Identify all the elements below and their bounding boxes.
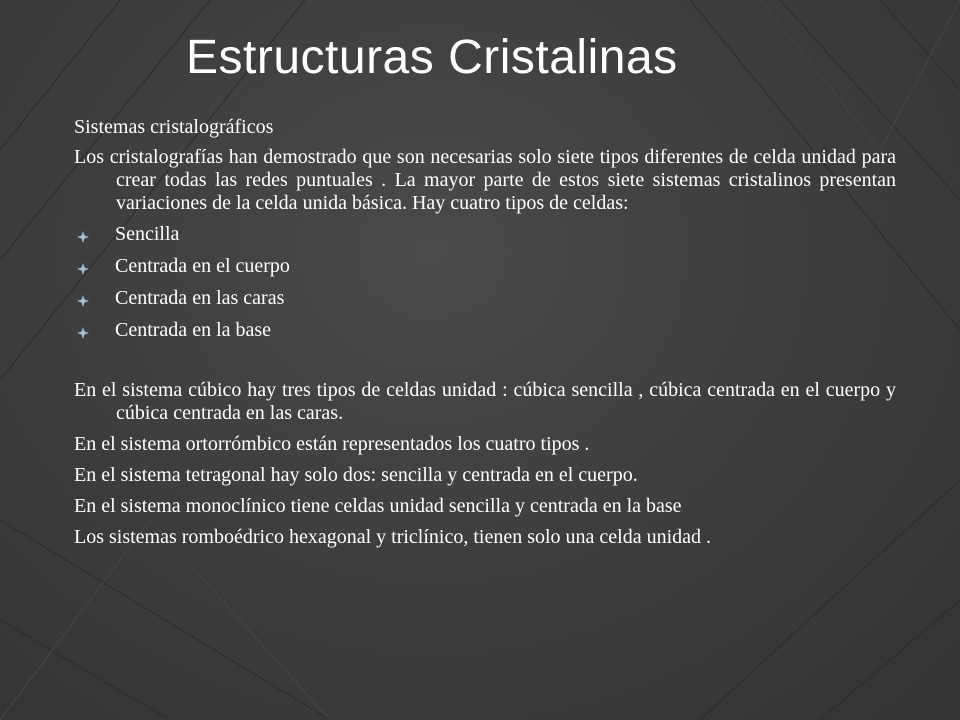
paragraph-tetragonal: En el sistema tetragonal hay solo dos: sencilla y centrada en el cuerpo. [74,464,638,486]
paragraph-rhombohedral: Los sistemas romboédrico hexagonal y triclínico, tienen solo una celda unidad . [74,526,712,548]
list-item [74,319,896,351]
list-item [74,255,896,287]
diamond-bullet-icon [77,231,89,243]
paragraph-monoclinic: En el sistema monoclínico tiene celdas unidad sencilla y centrada en la base [74,495,682,517]
intro-paragraph: Los cristalografías han demostrado que son necesarias solo siete tipos diferentes de celda unidad para crear todas las redes puntuales . La mayor parte de estos siete sistemas cristalinos presentan variaciones de la celda unida básica. Hay cuatro tipos de celdas: [74,146,896,214]
list-item-label: Sencilla [115,223,180,245]
diamond-bullet-icon [77,263,89,275]
diamond-bullet-icon [77,327,89,339]
paragraph-orthorhombic: En el sistema ortorrómbico están representados los cuatro tipos . [74,433,590,455]
slide-title: Estructuras Cristalinas [186,31,678,84]
slide-content [74,116,896,557]
list-item-label: Centrada en el cuerpo [115,255,290,277]
list-item [74,223,896,255]
paragraph-cubic: En el sistema cúbico hay tres tipos de celdas unidad : cúbica sencilla , cúbica centrada en el cuerpo y cúbica centrada en las caras. [74,379,896,424]
list-item-label: Centrada en las caras [115,287,285,309]
cell-types-list [74,223,896,351]
list-item [74,287,896,319]
list-item-label: Centrada en la base [115,319,272,341]
diamond-bullet-icon [77,295,89,307]
spacer [74,351,896,379]
subheading: Sistemas cristalográficos [74,116,274,138]
